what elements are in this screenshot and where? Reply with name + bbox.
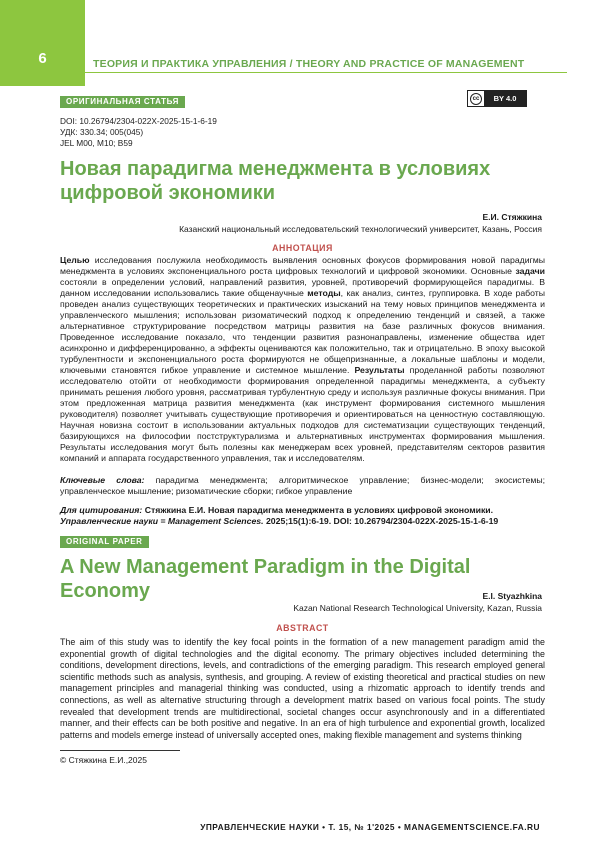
abstract-text-ru [60,255,545,464]
footnote-rule [60,750,180,751]
article-type-badge-ru: ОРИГИНАЛЬНАЯ СТАТЬЯ [60,96,185,108]
copyright: © Стяжкина Е.И.,2025 [60,755,147,765]
abstract-heading-en: ABSTRACT [276,623,329,633]
abstract-part: , как анализ, синтез, группировка. В ходе работы проведен анализ существующих теоретических и практических изысканий на тему новых принципов менеджмента и управленческого мышления; использован ризоматический подход к определению тенденций и связей, а также альтернативное структурирование посредством матрицы развития на базе различных фокусов внимания. Проведенное исследование показало, что тенденции развития разнонаправлены, изменение общества идет асинхронно и дифференцированно, а эффекты оцениваются как положительно, так и отрицательно. В эпоху высокой турбулентности и экспоненциального роста формируются не общепризнанные, а локальные шаблоны и модели, ключевыми становятся гибкое управление и системное мышление. [60,288,546,375]
affiliation-ru: Казанский национальный исследовательский технологический университет, Казань, Россия [179,224,542,234]
citation-ru [60,505,545,527]
cite-label: Для цитирования: [60,505,143,515]
abstract-label-aim: Целью [60,255,90,265]
keywords-ru [60,475,545,497]
cc-license-badge[interactable] [467,90,527,107]
abstract-part: проделанной работы позволяют исследователю отойти от необходимости формирования определенной парадигмы менеджмента, а субъекту принимать решения любого уровня, рассматривая турбулентную среду и используя различные фокусы внимания. При этом предложенная матрица развития менеджмента (как инструмент формирования системного мышления руководителя) позволяет учитывать существующие противоречия и ориентироваться на ценностную составляющую. Научная новизна состоит в использовании актуальных подходов для систематизации существующих тенденций, базирующихся на философии постструктурализма и альтернативных инструментах формирования мышления. Результаты исследования могут быть полезны как менеджерам всех уровней, представителям секторов развития компаний и аппарата государственного управления, так и исследователям. [60,365,545,463]
page-number: 6 [38,50,47,67]
article-type-badge-en: ORIGINAL PAPER [60,536,149,548]
header-rule [85,72,567,73]
abstract-label-methods: методы [307,288,341,298]
abstract-label-results: Результаты [354,365,405,375]
udc: УДК: 330.34; 005(045) [60,127,144,137]
keywords-list: парадигма менеджмента; алгоритмическое управление; бизнес-модели; экосистемы; управленческое мышление; ризоматические сборки; гибкое управление [60,475,545,496]
abstract-heading-ru: АННОТАЦИЯ [272,243,333,253]
article-title-ru: Новая парадигма менеджмента в условиях цифровой экономики [60,158,491,204]
abstract-part: исследования послужила необходимость выявления основных фокусов формирования новой парадигмы менеджмента в условиях экспоненциального роста цифровых технологий и цифровой экономики. Основные [60,255,545,276]
abstract-label-tasks: задачи [515,266,545,276]
author-ru: Е.И. Стяжкина [482,212,542,222]
page-number-box [0,0,85,86]
journal-footer[interactable]: УПРАВЛЕНЧЕСКИЕ НАУКИ • Т. 15, № 1'2025 • MANAGEMENTSCIENCE.FA.RU [200,822,540,832]
creative-commons-icon: cc [468,91,484,106]
cite-journal: Управленческие науки = Management Sciences. [60,516,264,526]
license-label: BY 4.0 [484,91,526,106]
abstract-part: состояли в определении условий, направлений развития, уровней, противоречий формирующейся парадигмы. В данном исследовании использовались такие общенаучные [60,277,545,298]
affiliation-en: Kazan National Research Technological University, Kazan, Russia [293,603,542,613]
cite-doi[interactable]: 2025;15(1):6-19. DOI: 10.26794/2304-022X-2025-15-1-6-19 [263,516,499,526]
keywords-label: Ключевые слова: [60,475,145,485]
jel-codes: JEL M00, M10; B59 [60,138,133,148]
author-en: E.I. Styazhkina [482,591,542,601]
article-title-en: A New Management Paradigm in the Digital Economy [60,556,471,602]
journal-section-header: ТЕОРИЯ И ПРАКТИКА УПРАВЛЕНИЯ / THEORY AND PRACTICE OF MANAGEMENT [93,58,525,70]
abstract-text-en: The aim of this study was to identify the key focal points in the formation of a new management paradigm amid the exponential growth of digital technologies and the digital economy. The primary objectives included determining the conditions, development directions, levels, and contradictions of the emerging paradigm. This research employed general scientific methods such as analysis, synthesis, and grouping. A review of existing theoretical and practical studies on new management principles and managerial thinking was conducted, using a rhizomatic approach to identify trends and connections, as well as alternative structuring through a development matrix based on various focal points. The study revealed that development trends are multidirectional, societal changes occur asynchronously and in a differentiated manner, and their effects can be both positive and negative. In an era of high turbulence and exponential growth, localized patterns and models emerge instead of universally accepted ones, making flexible management and systems thinking [60,637,545,740]
cite-text: Стяжкина Е.И. Новая парадигма менеджмента в условиях цифровой экономики. [142,505,494,515]
doi[interactable]: DOI: 10.26794/2304-022X-2025-15-1-6-19 [60,116,217,126]
